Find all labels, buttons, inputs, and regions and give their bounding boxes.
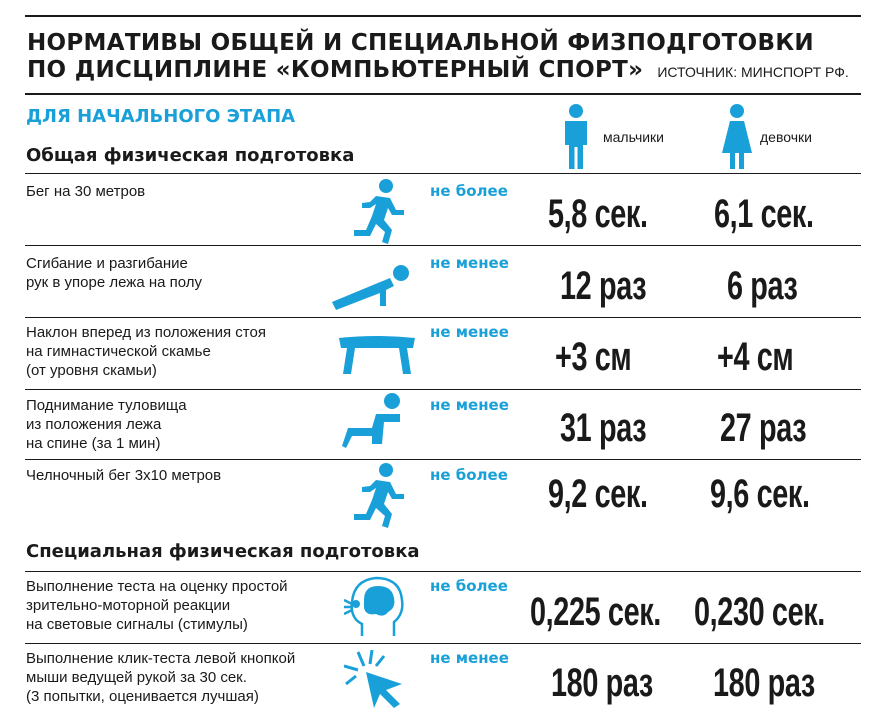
general-section-heading: Общая физическая подготовка (26, 145, 355, 166)
condition-label: не менее (430, 396, 509, 414)
girls-column-label: девочки (760, 129, 812, 145)
condition-label: не менее (430, 254, 509, 272)
condition-label: не более (430, 182, 508, 200)
row-divider (25, 459, 861, 460)
girl-icon (720, 103, 754, 169)
condition-label: не более (430, 466, 508, 484)
condition-label: не менее (430, 323, 509, 341)
boys-value-situps: 31 раз (560, 406, 647, 450)
row-label-run30: Бег на 30 метров (26, 183, 146, 200)
condition-label: не менее (430, 649, 509, 667)
boy-icon (558, 103, 594, 169)
row-divider (25, 173, 861, 174)
stage-heading: ДЛЯ НАЧАЛЬНОГО ЭТАПА (26, 106, 296, 127)
situp-icon (342, 392, 404, 452)
cursor-click-icon (344, 650, 406, 708)
boys-column-label: мальчики (603, 129, 664, 145)
source-note: ИСТОЧНИК: МИНСПОРТ РФ. (657, 64, 849, 80)
row-label-click-test: Выполнение клик-теста левой кнопкой мыши ведущей рукой за 30 сек. (3 попытки, оценивается лучшая) (26, 650, 296, 705)
row-label-situps: Поднимание туловища из положения лежа на спине (за 1 мин) (26, 397, 187, 452)
girls-value-shuttle: 9,6 сек. (710, 472, 810, 516)
boys-value-pushups: 12 раз (560, 264, 647, 308)
bench-icon (337, 334, 417, 378)
girls-value-pushups: 6 раз (727, 264, 798, 308)
boys-value-shuttle: 9,2 сек. (548, 472, 648, 516)
girls-value-reaction: 0,230 сек. (694, 590, 825, 634)
boys-value-click-test: 180 раз (551, 661, 653, 705)
girls-value-bench: +4 см (717, 335, 794, 379)
title-line-2-text: ПО ДИСЦИПЛИНЕ «КОМПЬЮТЕРНЫЙ СПОРТ» (27, 57, 644, 83)
row-label-pushups: Сгибание и разгибание рук в упоре лежа на полу (26, 255, 203, 291)
girls-value-run30: 6,1 сек. (714, 192, 814, 236)
title-line-2 (27, 57, 849, 83)
row-label-reaction: Выполнение теста на оценку простой зрительно-моторной реакции на световые сигналы (стимулы) (26, 578, 288, 633)
row-label-shuttle: Челночный бег 3х10 метров (26, 467, 222, 484)
pushup-icon (330, 264, 410, 310)
row-divider (25, 643, 861, 644)
head-brain-icon (344, 574, 408, 638)
row-label-bench: Наклон вперед из положения стоя на гимнастической скамье (от уровня скамьи) (26, 324, 266, 379)
row-divider (25, 571, 861, 572)
boys-value-reaction: 0,225 сек. (530, 590, 661, 634)
girls-value-click-test: 180 раз (713, 661, 815, 705)
title-line-1: НОРМАТИВЫ ОБЩЕЙ И СПЕЦИАЛЬНОЙ ФИЗПОДГОТОВКИ (27, 30, 814, 56)
girls-value-situps: 27 раз (720, 406, 807, 450)
header-rule (25, 93, 861, 95)
row-divider (25, 317, 861, 318)
boys-value-run30: 5,8 сек. (548, 192, 648, 236)
condition-label: не более (430, 577, 508, 595)
special-section-heading: Специальная физическая подготовка (26, 541, 420, 562)
row-divider (25, 389, 861, 390)
running-icon (348, 462, 406, 528)
top-rule (25, 15, 861, 17)
row-divider (25, 245, 861, 246)
boys-value-bench: +3 см (555, 335, 632, 379)
running-icon (348, 178, 406, 244)
